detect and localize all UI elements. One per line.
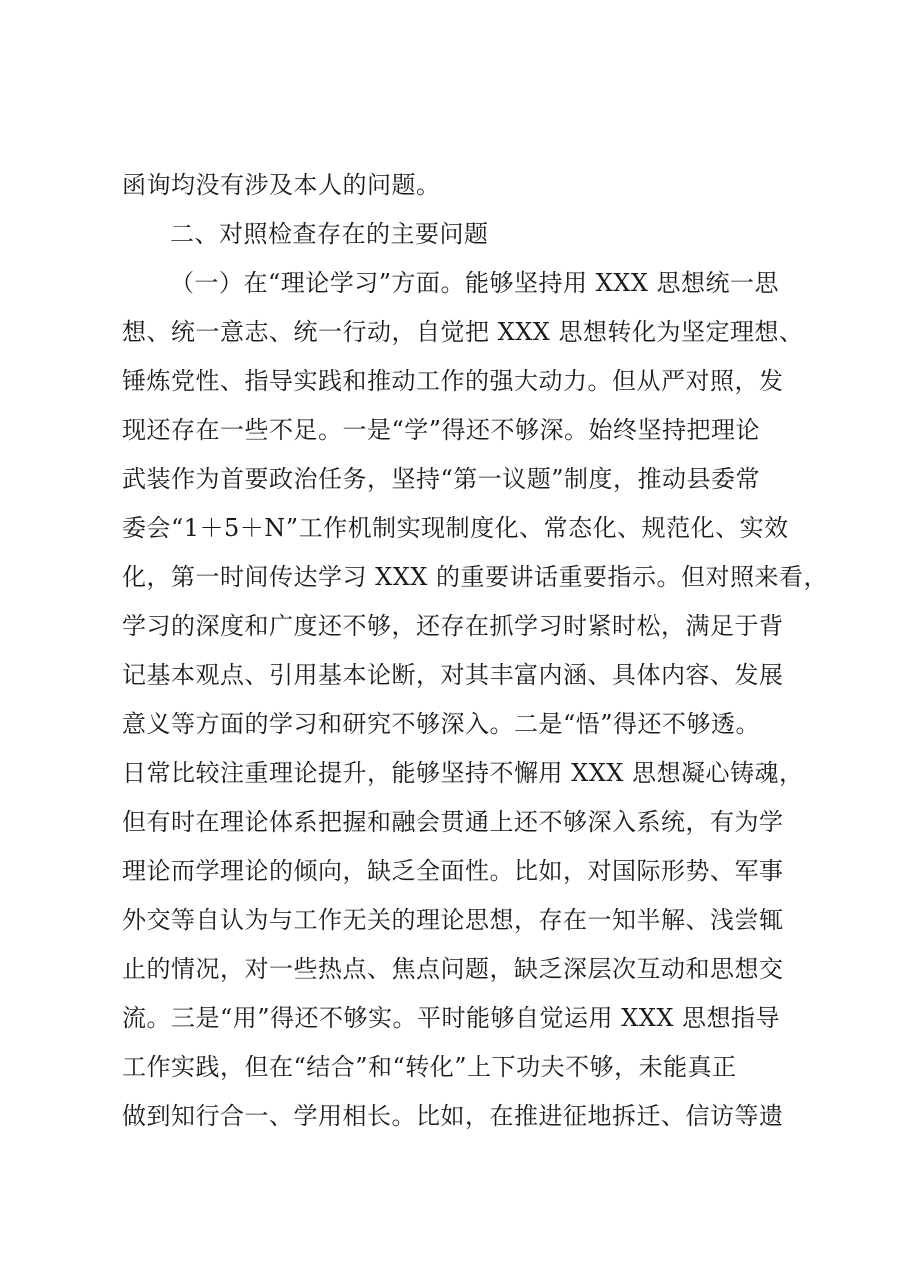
- text-line: 意义等方面的学习和研究不够深入。二是“悟”得还不够透。: [122, 710, 761, 738]
- text-line: （一）在“理论学习”方面。能够坚持用 XXX 思想统一思: [170, 269, 780, 297]
- text-line: 记基本观点、引用基本论断，对其丰富内涵、具体内容、发展: [122, 661, 784, 689]
- text-line: 想、统一意志、统一行动，自觉把 XXX 思想转化为坚定理想、: [122, 318, 804, 346]
- text-line: 但有时在理论体系把握和融会贯通上还不够深入系统，有为学: [122, 808, 784, 836]
- text-line: 函询均没有涉及本人的问题。: [122, 171, 441, 199]
- text-line: 流。三是“用”得还不够实。平时能够自觉运用 XXX 思想指导: [122, 1004, 781, 1032]
- text-line: 做到知行合一、学用相长。比如，在推进征地拆迁、信访等遗: [122, 1102, 784, 1130]
- text-line: 锤炼党性、指导实践和推动工作的强大动力。但从严对照，发: [122, 367, 784, 395]
- section-heading: 二、对照检查存在的主要问题: [170, 220, 489, 248]
- text-line: 日常比较注重理论提升，能够坚持不懈用 XXX 思想凝心铸魂，: [122, 759, 804, 787]
- text-line: 委会“1＋5＋N”工作机制实现制度化、常态化、规范化、实效: [122, 514, 789, 542]
- text-line: 化，第一时间传达学习 XXX 的重要讲话重要指示。但对照来看，: [122, 563, 829, 591]
- text-line: 理论而学理论的倾向，缺乏全面性。比如，对国际形势、军事: [122, 857, 784, 885]
- text-line: 现还存在一些不足。一是“学”得还不够深。始终坚持把理论: [122, 416, 761, 444]
- text-line: 武装作为首要政治任务，坚持“第一议题”制度，推动县委常: [122, 465, 761, 493]
- text-line: 工作实践，但在“结合”和“转化”上下功夫不够，未能真正: [122, 1053, 737, 1081]
- text-line: 外交等自认为与工作无关的理论思想，存在一知半解、浅尝辄: [122, 906, 784, 934]
- text-line: 止的情况，对一些热点、焦点问题，缺乏深层次互动和思想交: [122, 955, 784, 983]
- text-line: 学习的深度和广度还不够，还存在抓学习时紧时松，满足于背: [122, 612, 784, 640]
